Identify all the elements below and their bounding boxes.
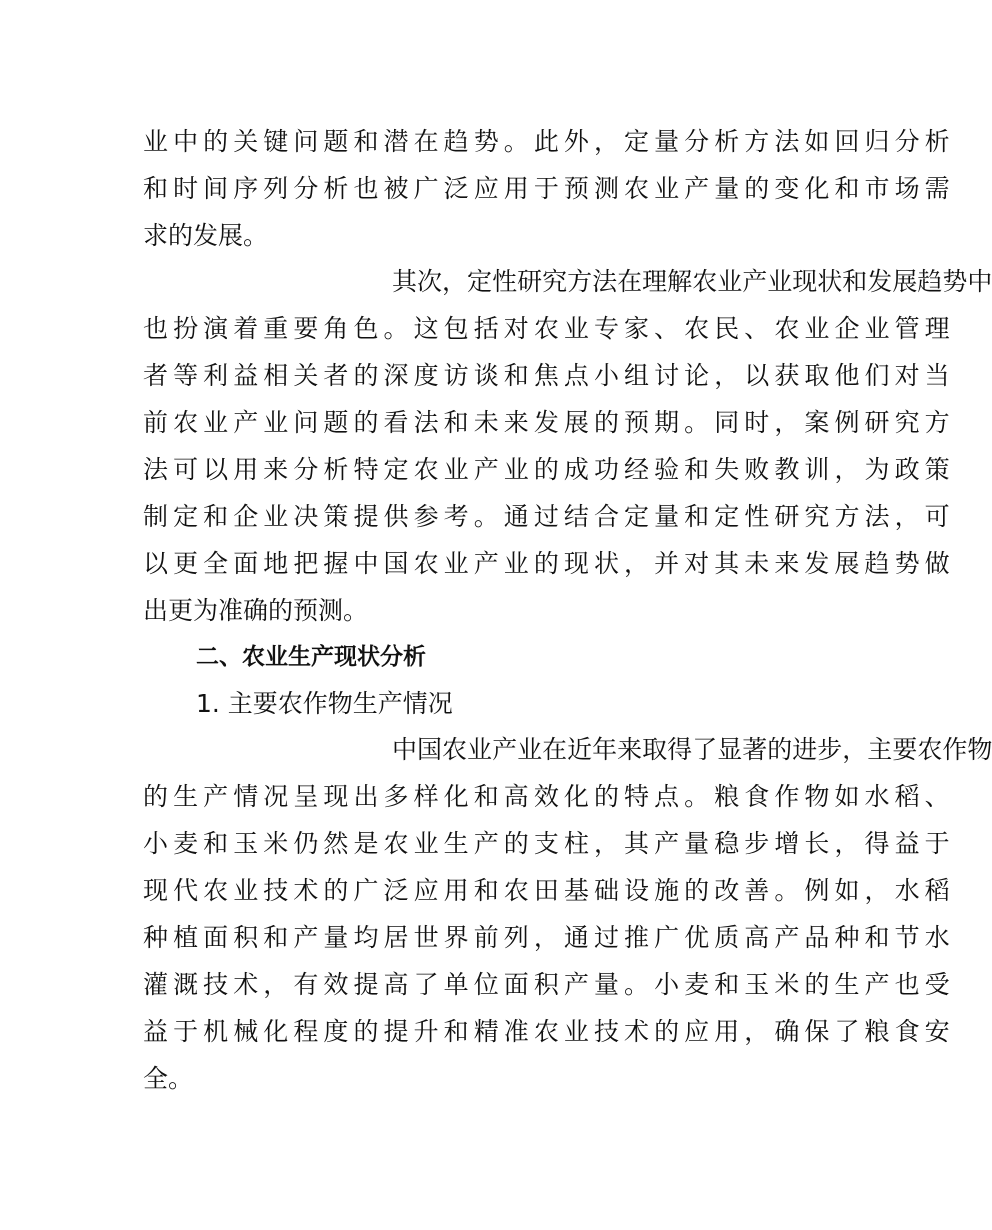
body-line: 前 农 业 产 业 问 题 的 看 法 和 未 来 发 展 的 预 期 。 同 时 ， 案 例 研 究 方	[143, 408, 950, 437]
body-line: 业 中 的 关 键 问 题 和 潜 在 趋 势 。 此 外 ， 定 量 分 析 方 法 如 回 归 分 析	[143, 127, 950, 156]
body-line: 也 扮 演 着 重 要 角 色 。 这 包 括 对 农 业 专 家 、 农 民 、 农 业 企 业 管 理	[143, 314, 950, 343]
body-line: 出更为准确的预测。	[143, 596, 369, 625]
body-line: 小 麦 和 玉 米 仍 然 是 农 业 生 产 的 支 柱 ， 其 产 量 稳 步 增 长 ， 得 益 于	[143, 829, 950, 858]
body-line: 和 时 间 序 列 分 析 也 被 广 泛 应 用 于 预 测 农 业 产 量 的 变 化 和 市 场 需	[143, 174, 950, 203]
body-line: 现 代 农 业 技 术 的 广 泛 应 用 和 农 田 基 础 设 施 的 改 善 。 例 如 ， 水 稻	[143, 876, 950, 905]
subsection-heading: 1. 主要农作物生产情况	[196, 689, 453, 718]
body-line: 法 可 以 用 来 分 析 特 定 农 业 产 业 的 成 功 经 验 和 失 败 教 训 ， 为 政 策	[143, 455, 950, 484]
body-line: 全。	[143, 1064, 194, 1093]
body-line: 者 等 利 益 相 关 者 的 深 度 访 谈 和 焦 点 小 组 讨 论 ， 以 获 取 他 们 对 当	[143, 361, 950, 390]
section-heading: 二、农业生产现状分析	[196, 644, 426, 670]
body-line: 灌 溉 技 术 ， 有 效 提 高 了 单 位 面 积 产 量 。 小 麦 和 玉 米 的 生 产 也 受	[143, 970, 950, 999]
body-line: 制 定 和 企 业 决 策 提 供 参 考 。 通 过 结 合 定 量 和 定 性 研 究 方 法 ， 可	[143, 502, 950, 531]
body-line: 的 生 产 情 况 呈 现 出 多 样 化 和 高 效 化 的 特 点 。 粮 食 作 物 如 水 稻 、	[143, 782, 950, 811]
body-line: 中 国 农 业 产 业 在 近 年 来 取 得 了 显 著 的 进 步 ， 主 要 农 作 物	[392, 735, 992, 764]
body-line: 以 更 全 面 地 把 握 中 国 农 业 产 业 的 现 状 ， 并 对 其 未 来 发 展 趋 势 做	[143, 549, 950, 578]
body-line: 种 植 面 积 和 产 量 均 居 世 界 前 列 ， 通 过 推 广 优 质 高 产 品 种 和 节 水	[143, 923, 950, 952]
body-line: 求的发展。	[143, 221, 269, 250]
body-line: 益 于 机 械 化 程 度 的 提 升 和 精 准 农 业 技 术 的 应 用 ， 确 保 了 粮 食 安	[143, 1017, 950, 1046]
body-line: 其 次 ， 定 性 研 究 方 法 在 理 解 农 业 产 业 现 状 和 发 展 趋 势 中	[392, 267, 992, 296]
